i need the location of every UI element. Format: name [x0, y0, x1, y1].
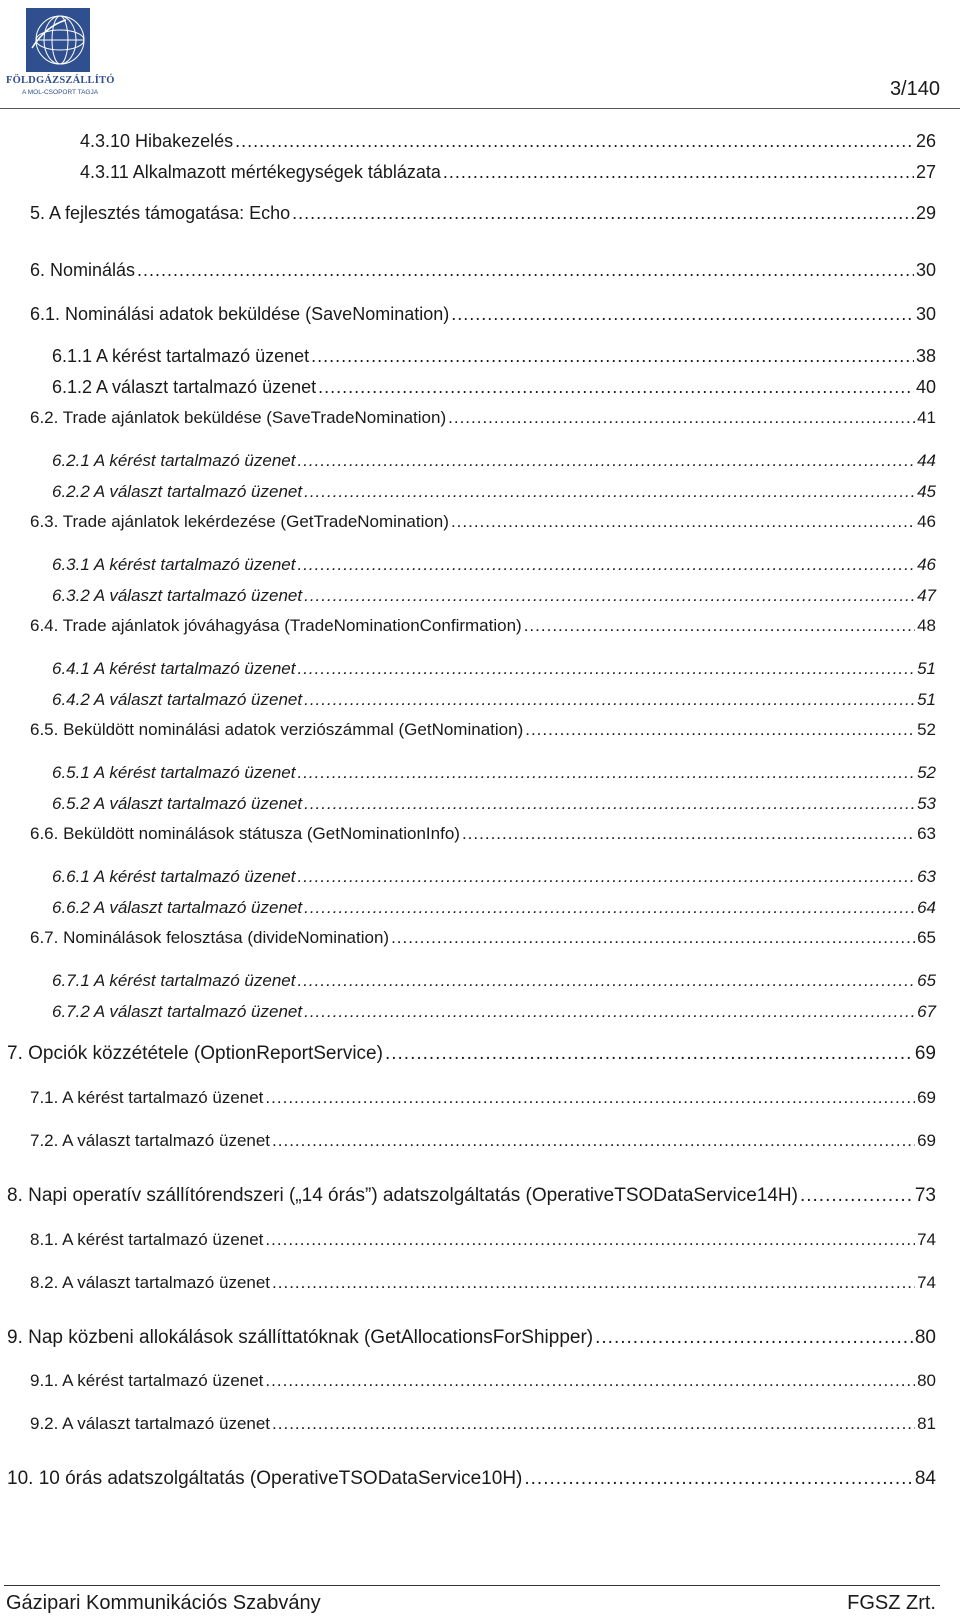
toc-entry[interactable]: 6.7.1 A kérést tartalmazó üzenet ..... 65: [52, 971, 936, 991]
toc-entry[interactable]: 8. Napi operatív szállítórendszeri („14 órás”) adatszolgáltatás (OperativeTSODataService14H) ..... 73: [7, 1185, 936, 1207]
toc-entry[interactable]: 6.6. Beküldött nominálások státusza (GetNominationInfo) ..... 63: [30, 824, 936, 844]
logo-subtitle: A MOL-CSOPORT TAGJA: [21, 89, 99, 96]
toc-entry[interactable]: 6.2.1 A kérést tartalmazó üzenet ..... 44: [52, 451, 936, 471]
toc-entry[interactable]: 6.3. Trade ajánlatok lekérdezése (GetTradeNomination) ..... 46: [30, 512, 936, 532]
toc-entry[interactable]: 5. A fejlesztés támogatása: Echo ..... 29: [30, 203, 936, 224]
toc-entry[interactable]: 8.2. A választ tartalmazó üzenet ..... 74: [30, 1273, 936, 1293]
toc-entry[interactable]: 6.1.2 A választ tartalmazó üzenet ..... 40: [52, 377, 936, 398]
toc-entry[interactable]: 6.4. Trade ajánlatok jóváhagyása (TradeNominationConfirmation) ..... 48: [30, 616, 936, 636]
toc-entry[interactable]: 6.4.2 A választ tartalmazó üzenet ..... 51: [52, 690, 936, 710]
toc-entry[interactable]: 6.4.1 A kérést tartalmazó üzenet ..... 51: [52, 659, 936, 679]
toc-entry[interactable]: 10. 10 órás adatszolgáltatás (OperativeTSODataService10H) ..... 84: [7, 1468, 936, 1490]
logo-name: FÖLDGÁZSZÁLLÍTÓ: [6, 75, 115, 86]
toc-entry[interactable]: 6.3.2 A választ tartalmazó üzenet ..... 47: [52, 586, 936, 606]
toc-entry[interactable]: 6.1.1 A kérést tartalmazó üzenet ..... 38: [52, 346, 936, 367]
footer-company: FGSZ Zrt.: [847, 1592, 936, 1614]
toc-entry[interactable]: 7.1. A kérést tartalmazó üzenet ..... 69: [30, 1088, 936, 1108]
toc-entry[interactable]: 6.2.2 A választ tartalmazó üzenet ..... 45: [52, 482, 936, 502]
toc-entry[interactable]: 4.3.10 Hibakezelés ..... 26: [80, 131, 936, 152]
toc-entry[interactable]: 4.3.11 Alkalmazott mértékegységek táblázata ..... 27: [80, 162, 936, 183]
toc-entry[interactable]: 6.7.2 A választ tartalmazó üzenet ..... 67: [52, 1002, 936, 1022]
footer-title: Gázipari Kommunikációs Szabvány: [6, 1592, 321, 1614]
toc-entry[interactable]: 6.7. Nominálások felosztása (divideNomination) ..... 65: [30, 928, 936, 948]
toc-entry[interactable]: 9. Nap közbeni allokálások szállíttatóknak (GetAllocationsForShipper) ..... 80: [7, 1327, 936, 1349]
toc-entry[interactable]: 6.3.1 A kérést tartalmazó üzenet ..... 46: [52, 555, 936, 575]
toc-entry[interactable]: 7.2. A választ tartalmazó üzenet ..... 69: [30, 1131, 936, 1151]
toc-entry[interactable]: 6.2. Trade ajánlatok beküldése (SaveTradeNomination) ..... 41: [30, 408, 936, 428]
toc-entry[interactable]: 9.2. A választ tartalmazó üzenet ..... 81: [30, 1414, 936, 1434]
page-number: 3/140: [889, 78, 940, 100]
toc-entry[interactable]: 6. Nominálás ..... 30: [30, 260, 936, 281]
toc-entry[interactable]: 8.1. A kérést tartalmazó üzenet ..... 74: [30, 1230, 936, 1250]
footer-divider: [4, 1585, 940, 1586]
toc-entry[interactable]: 6.6.1 A kérést tartalmazó üzenet ..... 63: [52, 867, 936, 887]
toc-entry[interactable]: 6.1. Nominálási adatok beküldése (SaveNomination) ..... 30: [30, 304, 936, 325]
toc-entry[interactable]: 6.5. Beküldött nominálási adatok verziószámmal (GetNomination) ..... 52: [30, 720, 936, 740]
toc-entry[interactable]: 9.1. A kérést tartalmazó üzenet ..... 80: [30, 1371, 936, 1391]
toc-entry[interactable]: 6.6.2 A választ tartalmazó üzenet ..... 64: [52, 898, 936, 918]
toc-entry[interactable]: 6.5.2 A választ tartalmazó üzenet ..... 53: [52, 794, 936, 814]
toc-entry[interactable]: 6.5.1 A kérést tartalmazó üzenet ..... 52: [52, 763, 936, 783]
toc-entry[interactable]: 7. Opciók közzététele (OptionReportService) ..... 69: [7, 1043, 936, 1065]
